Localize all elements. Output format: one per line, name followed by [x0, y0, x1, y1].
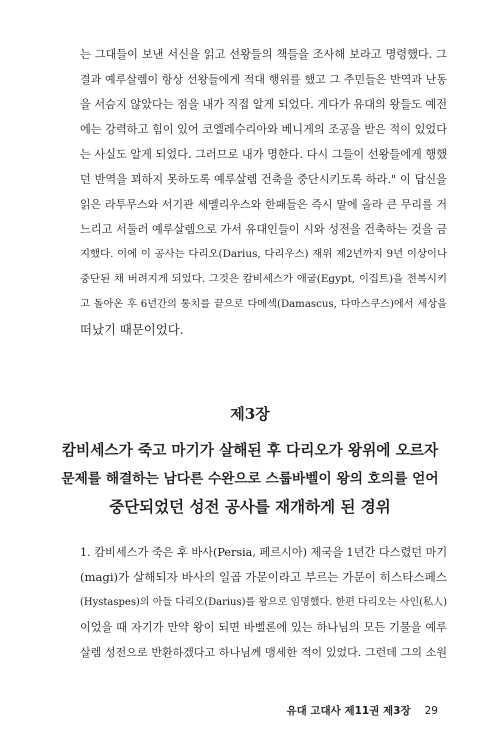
- text-line: 떠났기 때문이었다.: [80, 322, 184, 337]
- body-paragraph-2: [80, 540, 447, 665]
- text-line: 이었을 때 자기가 만약 왕이 되면 바벨론에 있는 하나님의 모든 기물을 예루: [80, 621, 447, 634]
- chapter-number: 제3장: [230, 405, 270, 423]
- text-line: 고 돌아온 후 6년간의 통치를 끝으로 다메섹(Damascus, 다마스쿠스)에서 세상을: [80, 299, 447, 310]
- text-line: 중단된 채 버려지게 되었다. 그것은 캄비세스가 애굽(Egypt, 이집트)을 전복시키: [80, 273, 447, 285]
- text-line: 는 사실도 알게 되었다. 그러므로 내가 명한다. 다시 그들이 선왕들에게 행했: [80, 148, 447, 161]
- text-line: 느리고 서둘러 예루살렘으로 가서 유대인들이 시와 성전을 건축하는 것을 금: [80, 223, 447, 236]
- text-line: 살렘 성전으로 반환하겠다고 하나님께 맹세한 적이 있었다. 그런데 그의 소원: [80, 646, 447, 659]
- text-line: 지했다. 이에 이 공사는 다리오(Darius, 다리우스) 재위 제2년까지 9년 이상이나: [80, 248, 447, 260]
- text-line: 던 반역을 꾀하지 못하도록 예루살렘 건축을 중단시키도록 하라." 이 답신을: [80, 173, 447, 186]
- text-line: (magi)가 살해되자 바사의 일곱 가문이라고 부르는 가문이 히스타스페스: [80, 570, 447, 584]
- page-footer: [286, 704, 438, 718]
- text-line: 에는 강력하고 힘이 있어 코엘레수리아와 베니게의 조공을 받은 적이 있었다: [80, 123, 447, 136]
- chapter-title-line: 캄비세스가 죽고 마기가 살해된 후 다리오가 왕위에 오르자: [61, 442, 439, 459]
- page-number: 29: [424, 705, 438, 717]
- text-line: 을 서슴지 않았다는 점을 내가 직접 알게 되었다. 게다가 유대의 왕들도 예전: [80, 98, 447, 111]
- text-line: (Hystaspes)의 아들 다리오(Darius)를 왕으로 임명했다. 한편 다리오는 사인(私人): [80, 597, 447, 608]
- chapter-title-line: 문제를 해결하는 남다른 수완으로 스룹바벨이 왕의 호의를 얻어: [61, 471, 439, 487]
- body-paragraph-1: [80, 42, 447, 342]
- text-line: 는 그대들이 보낸 서신을 읽고 선왕들의 책들을 조사해 보라고 명령했다. 그: [80, 48, 447, 61]
- chapter-title: [60, 437, 440, 521]
- running-head: 유대 고대사 제11권 제3장: [286, 705, 411, 717]
- chapter-title-line: 중단되었던 성전 공사를 재개하게 된 경위: [109, 497, 391, 516]
- text-line: 1. 캄비세스가 죽은 후 바사(Persia, 페르시아) 제국을 1년간 다스렸던 마기: [80, 546, 447, 559]
- text-line: 읽은 라투무스와 서기관 세멜리우스와 한패들은 즉시 말에 올라 큰 무리를 거: [80, 198, 447, 211]
- text-line: 결과 예루살렘이 항상 선왕들에게 적대 행위를 했고 그 주민들은 반역과 난동: [80, 73, 447, 86]
